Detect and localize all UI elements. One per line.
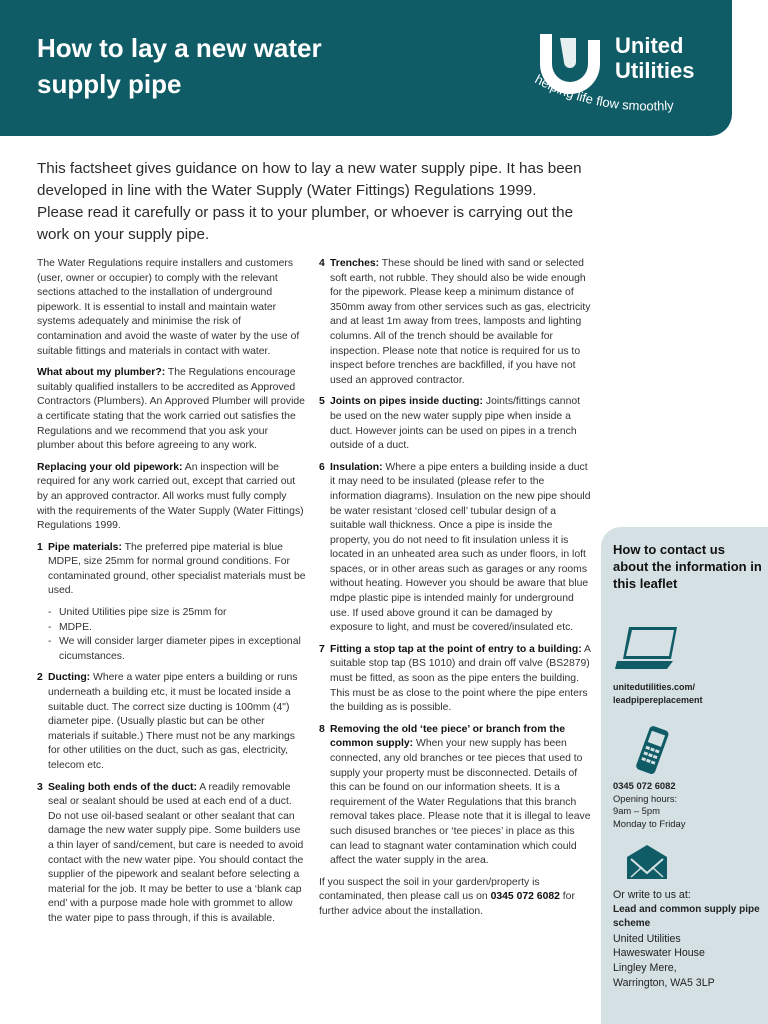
list-item-insulation — [319, 461, 591, 636]
item-heading: Ducting: — [48, 672, 91, 684]
list-item-pipe-materials — [37, 541, 307, 599]
list-item-sealing — [37, 781, 307, 927]
brand-line-1: United — [615, 33, 684, 58]
item-heading: Joints on pipes inside ducting: — [330, 396, 483, 408]
item-number: 7 — [319, 643, 325, 655]
item-text: The preferred pipe material is blue MDPE, size 25mm for normal ground conditions. For contaminated ground, other specialist materials must be used. — [48, 541, 306, 597]
address-line: Warrington, WA5 3LP — [613, 976, 715, 989]
header-banner — [0, 0, 732, 136]
list-item-ducting — [37, 671, 307, 773]
item-text: These should be lined with sand or selected soft earth, not rubble. They should also be wide enough for the pipework. Please keep a minimum distance of 350mm away from other services such as gas, electricity and at least 1m away from trees, lamposts and lighting columns. All of the trench should be available for inspection. Please note that notice is required for us to inspect before trenches are backfilled, if you have not used an approved contractor. — [330, 258, 591, 386]
item-heading: Trenches: — [330, 258, 380, 269]
item-heading: Removing the old ‘tee piece’ or branch from the common supply: — [330, 723, 565, 750]
closing-tail: for further advice about the installation. — [319, 891, 575, 917]
left-column — [37, 257, 307, 934]
logo-mark-inner — [560, 38, 576, 68]
address-line: Haweswater House — [613, 947, 705, 960]
item-number: 2 — [37, 672, 43, 684]
item-text: When your new supply has been connected, any old branches or tee pieces that used to supply your property must be disconnected. Details of this can be found on our information sheets. It is a requirement of the Water Regulations that this branch removal takes place. Please note that it is illegal to leave such disused branches or ‘tee pieces’ in place as this can lead to stagnant water contamination which could affect the water supply in the area. — [330, 738, 591, 867]
item-number: 4 — [319, 258, 325, 269]
item-text: A readily removable seal or sealant should be used at each end of a duct. Do not use oil-based sealant or other sealant that can damage the new water supply pipe. Some builders use a thin layer of sand/cement, but care is needed to avoid contact with the new water pipe. You should contact the supplier of the pipework and sealant before selecting a material for the job. It may be better to use a ‘blank cap end’ with a purpose made hole with grommet to allow the water pipe to pass through, if this is available. — [48, 781, 304, 924]
contact-title: How to contact us about the information in this leaflet — [613, 542, 762, 591]
closing-text: If you suspect the soil in your garden/property is contaminated, then please call us on — [319, 876, 540, 903]
item-number: 6 — [319, 461, 325, 473]
list-item-stop-tap — [319, 643, 591, 716]
item-heading: Sealing both ends of the duct: — [48, 781, 197, 793]
title-line-1: How to lay a new water — [37, 33, 322, 63]
page-title — [37, 30, 457, 102]
write-intro: Or write to us at: — [613, 889, 691, 901]
hours-label: Opening hours: — [613, 792, 678, 804]
bullet-item: - We will consider larger diameter pipes in exceptional cicumstances. — [48, 635, 307, 664]
item-heading: Pipe materials: — [48, 541, 122, 553]
plumber-heading: What about my plumber?: — [37, 367, 166, 379]
united-utilities-logo — [530, 28, 730, 128]
mobile-phone-icon — [631, 725, 673, 777]
phone-block — [613, 780, 763, 830]
item-heading: Insulation: — [330, 461, 383, 473]
item-number: 5 — [319, 396, 325, 408]
hours-days: Monday to Friday — [613, 817, 686, 829]
contact-phone[interactable]: 0345 072 6082 — [613, 780, 676, 791]
regulations-paragraph: The Water Regulations require installers and customers (user, owner or occupier) to comply with the relevant sections attached to the installation of underground pipework. It is essential to install and maintain water systems adequately and minimise the risk of contamination and avoid the waste of water by the use of suitable fittings and materials in contact with water. — [37, 258, 300, 357]
item-text: Where a pipe enters a building inside a duct it may need to be insulated (please refer to the information diagrams). Insulation on the new pipe should be water resistant ‘closed cell’ tubular design of a suitable wall thickness. Once a pipe is inside the property, you do not need to fit insulation unless it is located in an unheated area such as under floors, in loft spaces, or in other areas such as garages or any rooms without heating. However you should be aware that blue mdpe plastic pipe is intended mainly for underground use. If used above ground it can be damaged by exposure to light, and must be covered/insulated etc. — [330, 461, 591, 634]
list-item-joints — [319, 395, 591, 453]
closing-paragraph — [319, 876, 591, 920]
hours-time: 9am – 5pm — [613, 805, 660, 816]
scheme-name: Lead and common supply pipe scheme — [613, 903, 760, 930]
contact-panel — [601, 527, 768, 1024]
tagline-text: helping life flow smoothly — [532, 71, 675, 114]
item-text: A suitable stop tap (BS 1010) and drain off valve (BS2879) must be fitted, as soon as the pipe enters the building. This must be as close to the point where the pipe enters the building as is possible. — [330, 643, 591, 714]
item-text: Where a water pipe enters a building or runs underneath a building etc, it must be located inside a suitable duct. The correct size ducting is 100mm (4") diameter pipe. (Usually plastic but can be other materials if suitable.) There must not be any markings for other utilities on the duct, such as gas, electricity, telecom etc. — [48, 672, 298, 771]
item-text: Joints/fittings cannot be used on the new water supply pipe when inside a duct. However joints can be used on pipes in a trench outside of a duct. — [330, 396, 581, 452]
replacing-paragraph — [37, 461, 307, 534]
pipe-size-bullets — [37, 606, 307, 664]
item-number: 3 — [37, 781, 43, 793]
replacing-heading: Replacing your old pipework: — [37, 461, 183, 473]
plumber-paragraph — [37, 366, 307, 454]
envelope-icon — [625, 843, 669, 881]
closing-phone: 0345 072 6082 — [490, 891, 560, 903]
web-address[interactable]: unitedutilities.com/ leadpipereplacement — [613, 682, 703, 705]
list-item-trenches — [319, 257, 591, 388]
bullet-item: - United Utilities pipe size is 25mm for — [48, 606, 307, 621]
postal-block — [613, 888, 765, 990]
title-line-2: supply pipe — [37, 69, 182, 99]
middle-column — [319, 257, 591, 927]
bullet-item: - MDPE. — [48, 621, 307, 636]
item-heading: Fitting a stop tap at the point of entry to a building: — [330, 643, 582, 655]
address-line: United Utilities — [613, 932, 681, 945]
item-number: 8 — [319, 723, 325, 735]
brand-line-2: Utilities — [615, 58, 695, 83]
laptop-icon — [615, 625, 681, 671]
replacing-text: An inspection will be required for any work carried out, except that carried out by an approved contractor. All works must fully comply with the requirements of the Water Supply (Water Fittings) Regulations 1999. — [37, 461, 304, 532]
list-item-tee-piece — [319, 723, 591, 869]
item-number: 1 — [37, 541, 43, 553]
address-line: Lingley Mere, — [613, 961, 677, 974]
plumber-text: The Regulations encourage suitably qualified installers to be accredited as Approved Contractors (Plumbers). An Approved Plumber will provide a certificate stating that the work carried out satisfies the Regulations and we recommend that you ask your plumber about this before agreeing to any work. — [37, 367, 305, 452]
intro-paragraph: This factsheet gives guidance on how to lay a new water supply pipe. It has been developed in line with the Water Supply (Water Fittings) Regulations 1999. Please read it carefully or pass it to your plumber, or whoever is carrying out the work on your supply pipe. — [37, 160, 582, 243]
